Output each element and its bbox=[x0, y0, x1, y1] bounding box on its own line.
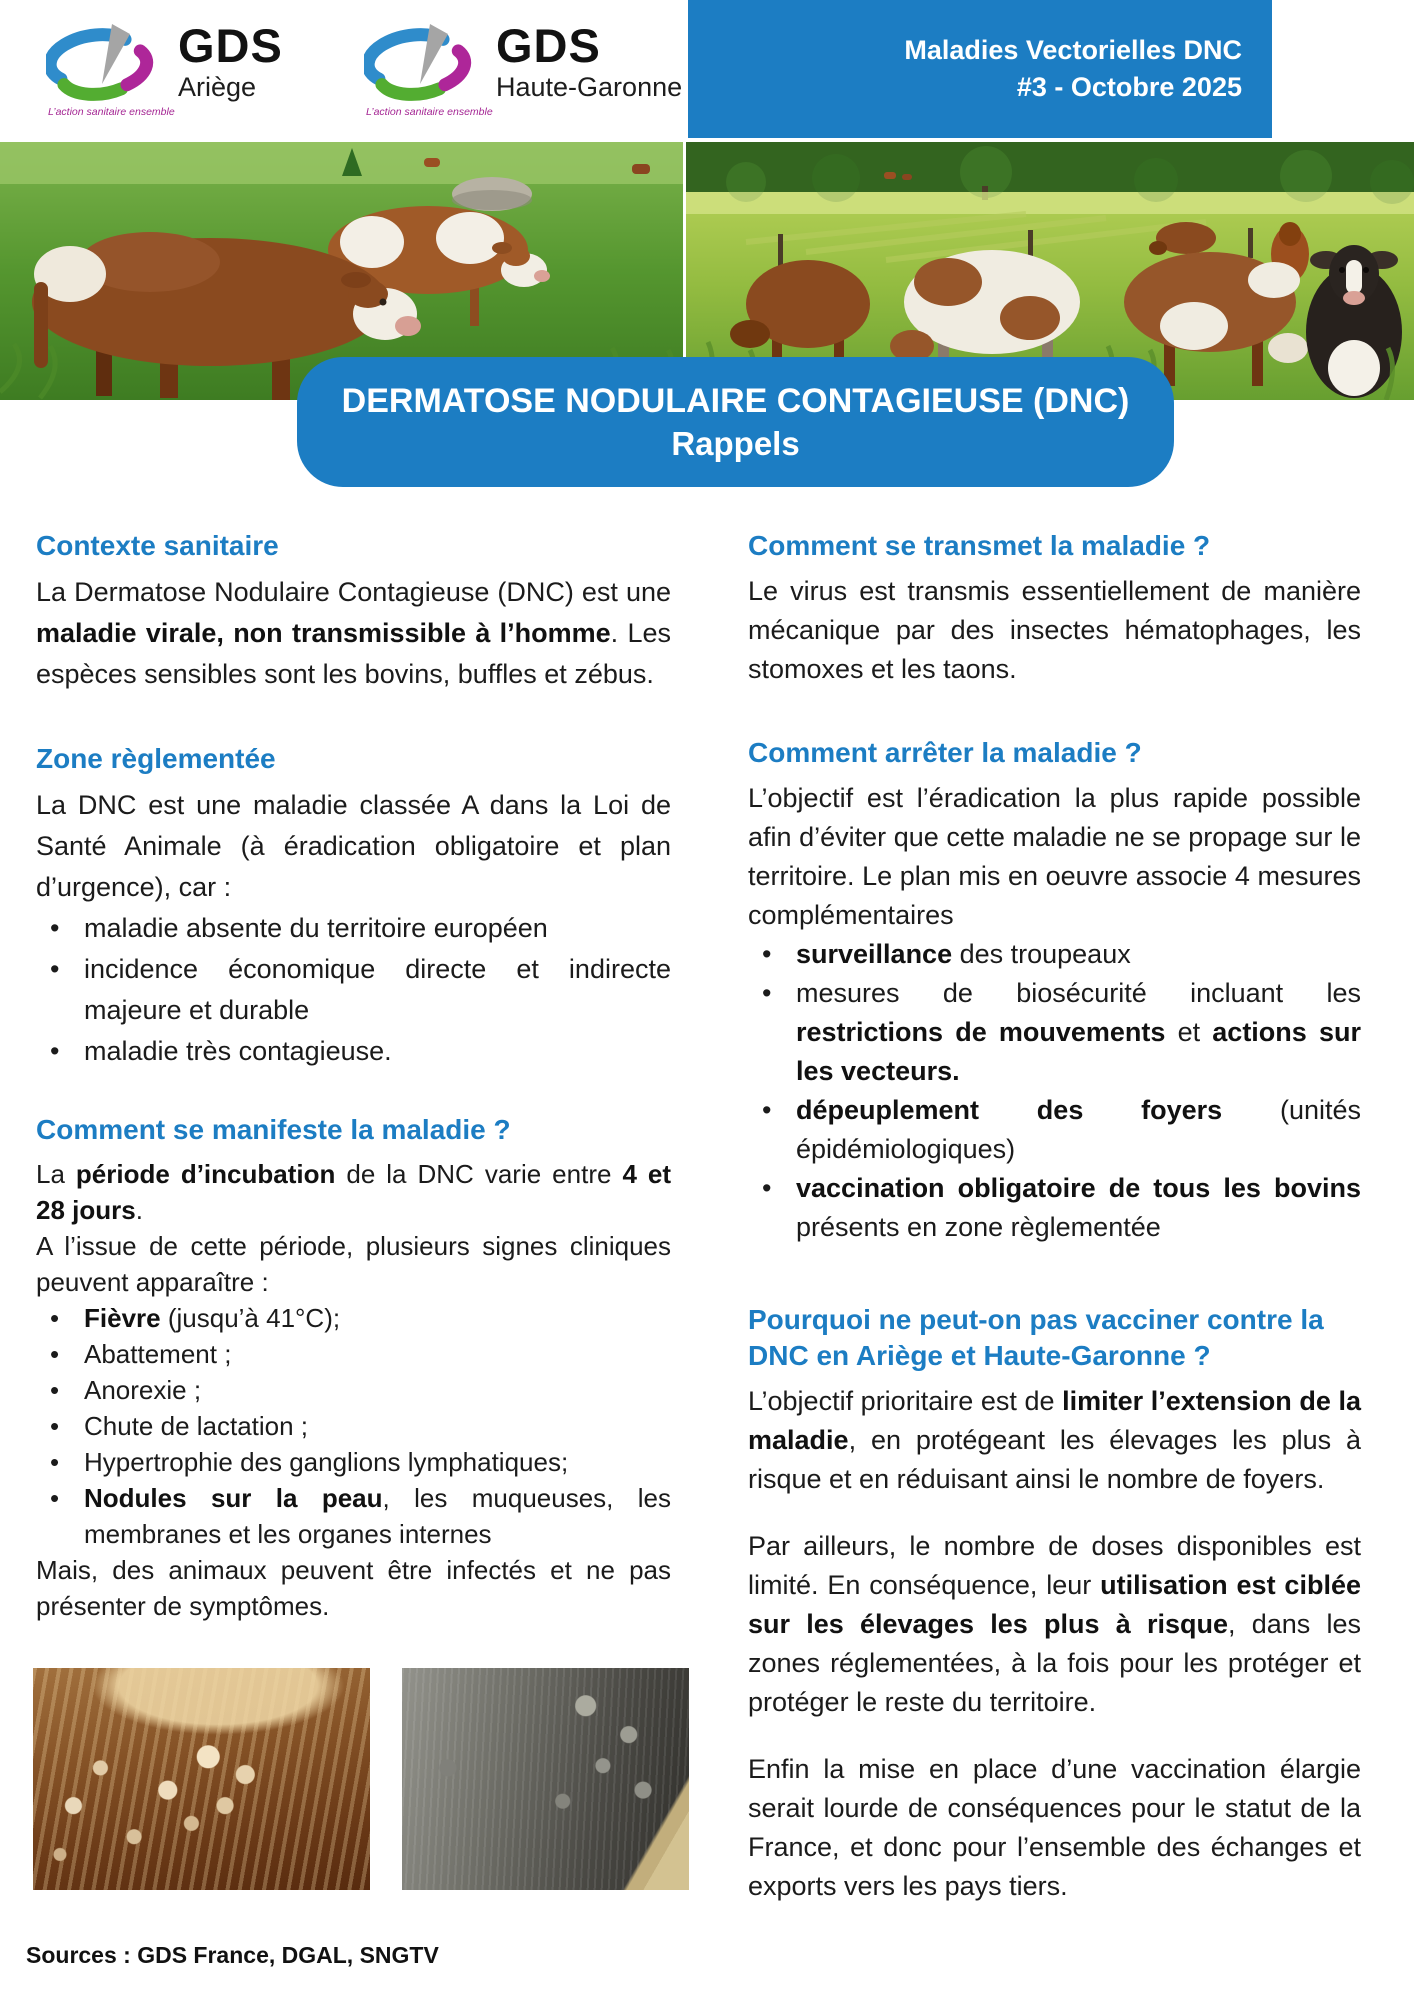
bullet-item bbox=[36, 1408, 671, 1444]
bullet-item bbox=[748, 1091, 1361, 1169]
section-left-1 bbox=[36, 528, 671, 695]
bullet-item bbox=[748, 1169, 1361, 1247]
bullet-item bbox=[36, 949, 671, 1031]
section-heading: Comment arrêter la maladie ? bbox=[748, 737, 1142, 768]
section-heading: Comment se transmet la maladie ? bbox=[748, 530, 1211, 561]
bullet-item bbox=[36, 1372, 671, 1408]
text-run: mesures de biosécurité incluant les bbox=[796, 978, 1361, 1008]
logo-org-name: GDS bbox=[496, 19, 601, 72]
issue-banner bbox=[688, 0, 1272, 138]
logo-gds-ariege bbox=[46, 19, 283, 118]
bold-run: Nodules sur la peau bbox=[84, 1483, 383, 1513]
bold-run: restrictions de mouvements bbox=[796, 1017, 1166, 1047]
text-run: Par ailleurs, le nombre de doses disponibles est limité. En conséquence, leur bbox=[748, 1531, 1361, 1600]
bold-run: utilisation est ciblée sur les élevages les plus à risque bbox=[748, 1570, 1361, 1639]
text-run: Enfin la mise en place d’une vaccination élargie serait lourde de conséquences pour le statut de la France, et donc pour l’ensemble des échanges et exports vers les pays tiers. bbox=[748, 1754, 1361, 1901]
issue-number-date: #3 - Octobre 2025 bbox=[1016, 72, 1242, 102]
skin-nodules-gray-photo bbox=[402, 1668, 689, 1890]
paragraph bbox=[36, 1552, 671, 1624]
text-run: L’objectif est l’éradication la plus rapide possible afin d’éviter que cette maladie ne se propage sur le territoire. Le plan mis en oeuvre associe 4 mesures complémentaires bbox=[748, 783, 1361, 930]
logo-region-name: Ariège bbox=[178, 72, 257, 102]
text-run: de la DNC varie entre bbox=[335, 1159, 623, 1189]
bullet-item bbox=[748, 935, 1361, 974]
paragraph bbox=[748, 1527, 1361, 1722]
paragraph bbox=[748, 1382, 1361, 1499]
text-run: présents en zone règlementée bbox=[796, 1212, 1161, 1242]
logo-tagline: L’action sanitaire ensemble bbox=[48, 106, 175, 118]
paragraph bbox=[748, 779, 1361, 935]
section-left-2 bbox=[36, 741, 671, 1072]
text-run: incidence économique directe et indirecte majeure et durable bbox=[84, 954, 671, 1025]
bold-run: vaccination obligatoire de tous les bovins bbox=[796, 1173, 1361, 1203]
paragraph bbox=[36, 572, 671, 695]
right-column bbox=[748, 528, 1361, 1906]
section-right-3 bbox=[748, 1302, 1361, 1906]
section-heading: Pourquoi ne peut-on pas vacciner contre la DNC en Ariège et Haute-Garonne ? bbox=[748, 1304, 1324, 1371]
bold-run: surveillance bbox=[796, 939, 953, 969]
bullet-list bbox=[748, 935, 1361, 1247]
paragraph bbox=[748, 572, 1361, 689]
skin-nodules-brown-photo bbox=[33, 1668, 370, 1890]
bold-run: période d’incubation bbox=[75, 1159, 336, 1189]
facing-cow bbox=[1306, 245, 1402, 398]
paragraph bbox=[36, 1156, 671, 1228]
text-run: La DNC est une maladie classée A dans la Loi de Santé Animale (à éradication obligatoire et plan d’urgence), car : bbox=[36, 790, 671, 902]
text-run: Anorexie ; bbox=[84, 1375, 202, 1405]
text-run: (unités épidémiologiques) bbox=[796, 1095, 1361, 1164]
bold-run: dépeuplement des foyers bbox=[796, 1095, 1223, 1125]
section-right-2 bbox=[748, 735, 1361, 1247]
text-run: . bbox=[135, 1195, 143, 1225]
bullet-item bbox=[36, 1300, 671, 1336]
bullet-item bbox=[36, 1336, 671, 1372]
logo-tagline: L’action sanitaire ensemble bbox=[366, 106, 493, 118]
issue-title: Maladies Vectorielles DNC bbox=[904, 35, 1242, 65]
section-heading: Comment se manifeste la maladie ? bbox=[36, 1114, 511, 1145]
text-run: et bbox=[1165, 1017, 1213, 1047]
left-column bbox=[36, 528, 671, 1624]
section-left-3 bbox=[36, 1112, 671, 1624]
bullet-item bbox=[36, 908, 671, 949]
logo-gds-haute-garonne bbox=[364, 19, 683, 118]
text-run: La bbox=[36, 1159, 76, 1189]
text-run: maladie absente du territoire européen bbox=[84, 913, 548, 943]
sources-line: Sources : GDS France, DGAL, SNGTV bbox=[26, 1942, 439, 1968]
bullet-item bbox=[748, 974, 1361, 1091]
paragraph bbox=[36, 785, 671, 908]
bullet-item bbox=[36, 1480, 671, 1552]
section-right-1 bbox=[748, 528, 1361, 689]
bullet-list bbox=[36, 1300, 671, 1552]
gds-swoosh-icon bbox=[364, 22, 482, 106]
text-run: , dans les zones réglementées, à la fois pour les protéger et protéger le reste du territoire. bbox=[748, 1609, 1361, 1717]
gds-swoosh-icon bbox=[46, 22, 164, 106]
bold-run: actions sur les vecteurs. bbox=[796, 1017, 1361, 1086]
text-run: (jusqu’à 41°C); bbox=[160, 1303, 341, 1333]
text-run: Hypertrophie des ganglions lymphatiques; bbox=[84, 1447, 569, 1477]
text-run: La Dermatose Nodulaire Contagieuse (DNC) est une bbox=[36, 577, 671, 607]
bullet-item bbox=[36, 1031, 671, 1072]
logo-org-name: GDS bbox=[178, 19, 283, 72]
main-subtitle: Rappels bbox=[671, 425, 800, 462]
paragraph bbox=[36, 1228, 671, 1300]
bold-run: maladie virale, non transmissible à l’homme bbox=[36, 618, 611, 648]
section-heading: Contexte sanitaire bbox=[36, 530, 279, 561]
text-run: L’objectif prioritaire est de bbox=[748, 1386, 1063, 1416]
text-run: , en protégeant les élevages les plus à risque et en réduisant ainsi le nombre de foyers. bbox=[748, 1425, 1361, 1494]
text-run: Le virus est transmis essentiellement de manière mécanique par des insectes hématophages, les stomoxes et les taons. bbox=[748, 576, 1361, 684]
text-run: Chute de lactation ; bbox=[84, 1411, 309, 1441]
logo-region-name: Haute-Garonne bbox=[496, 72, 683, 102]
main-title: DERMATOSE NODULAIRE CONTAGIEUSE (DNC) bbox=[341, 382, 1130, 420]
text-run: Mais, des animaux peuvent être infectés et ne pas présenter de symptômes. bbox=[36, 1555, 671, 1621]
bold-run: Fièvre bbox=[84, 1303, 161, 1333]
main-title-box bbox=[297, 357, 1174, 487]
paragraph bbox=[748, 1750, 1361, 1906]
bold-run: limiter l’extension de la maladie bbox=[748, 1386, 1361, 1455]
bold-run: 4 et 28 jours bbox=[36, 1159, 672, 1225]
text-run: , les muqueuses, les membranes et les organes internes bbox=[84, 1483, 671, 1549]
section-heading: Zone règlementée bbox=[36, 743, 276, 774]
bullet-item bbox=[36, 1444, 671, 1480]
text-run: maladie très contagieuse. bbox=[84, 1036, 392, 1066]
text-run: Abattement ; bbox=[84, 1339, 232, 1369]
text-run: A l’issue de cette période, plusieurs signes cliniques peuvent apparaître : bbox=[36, 1231, 671, 1297]
text-run: . Les espèces sensibles sont les bovins, buffles et zébus. bbox=[36, 618, 671, 689]
bullet-list bbox=[36, 908, 671, 1072]
text-run: des troupeaux bbox=[952, 939, 1131, 969]
